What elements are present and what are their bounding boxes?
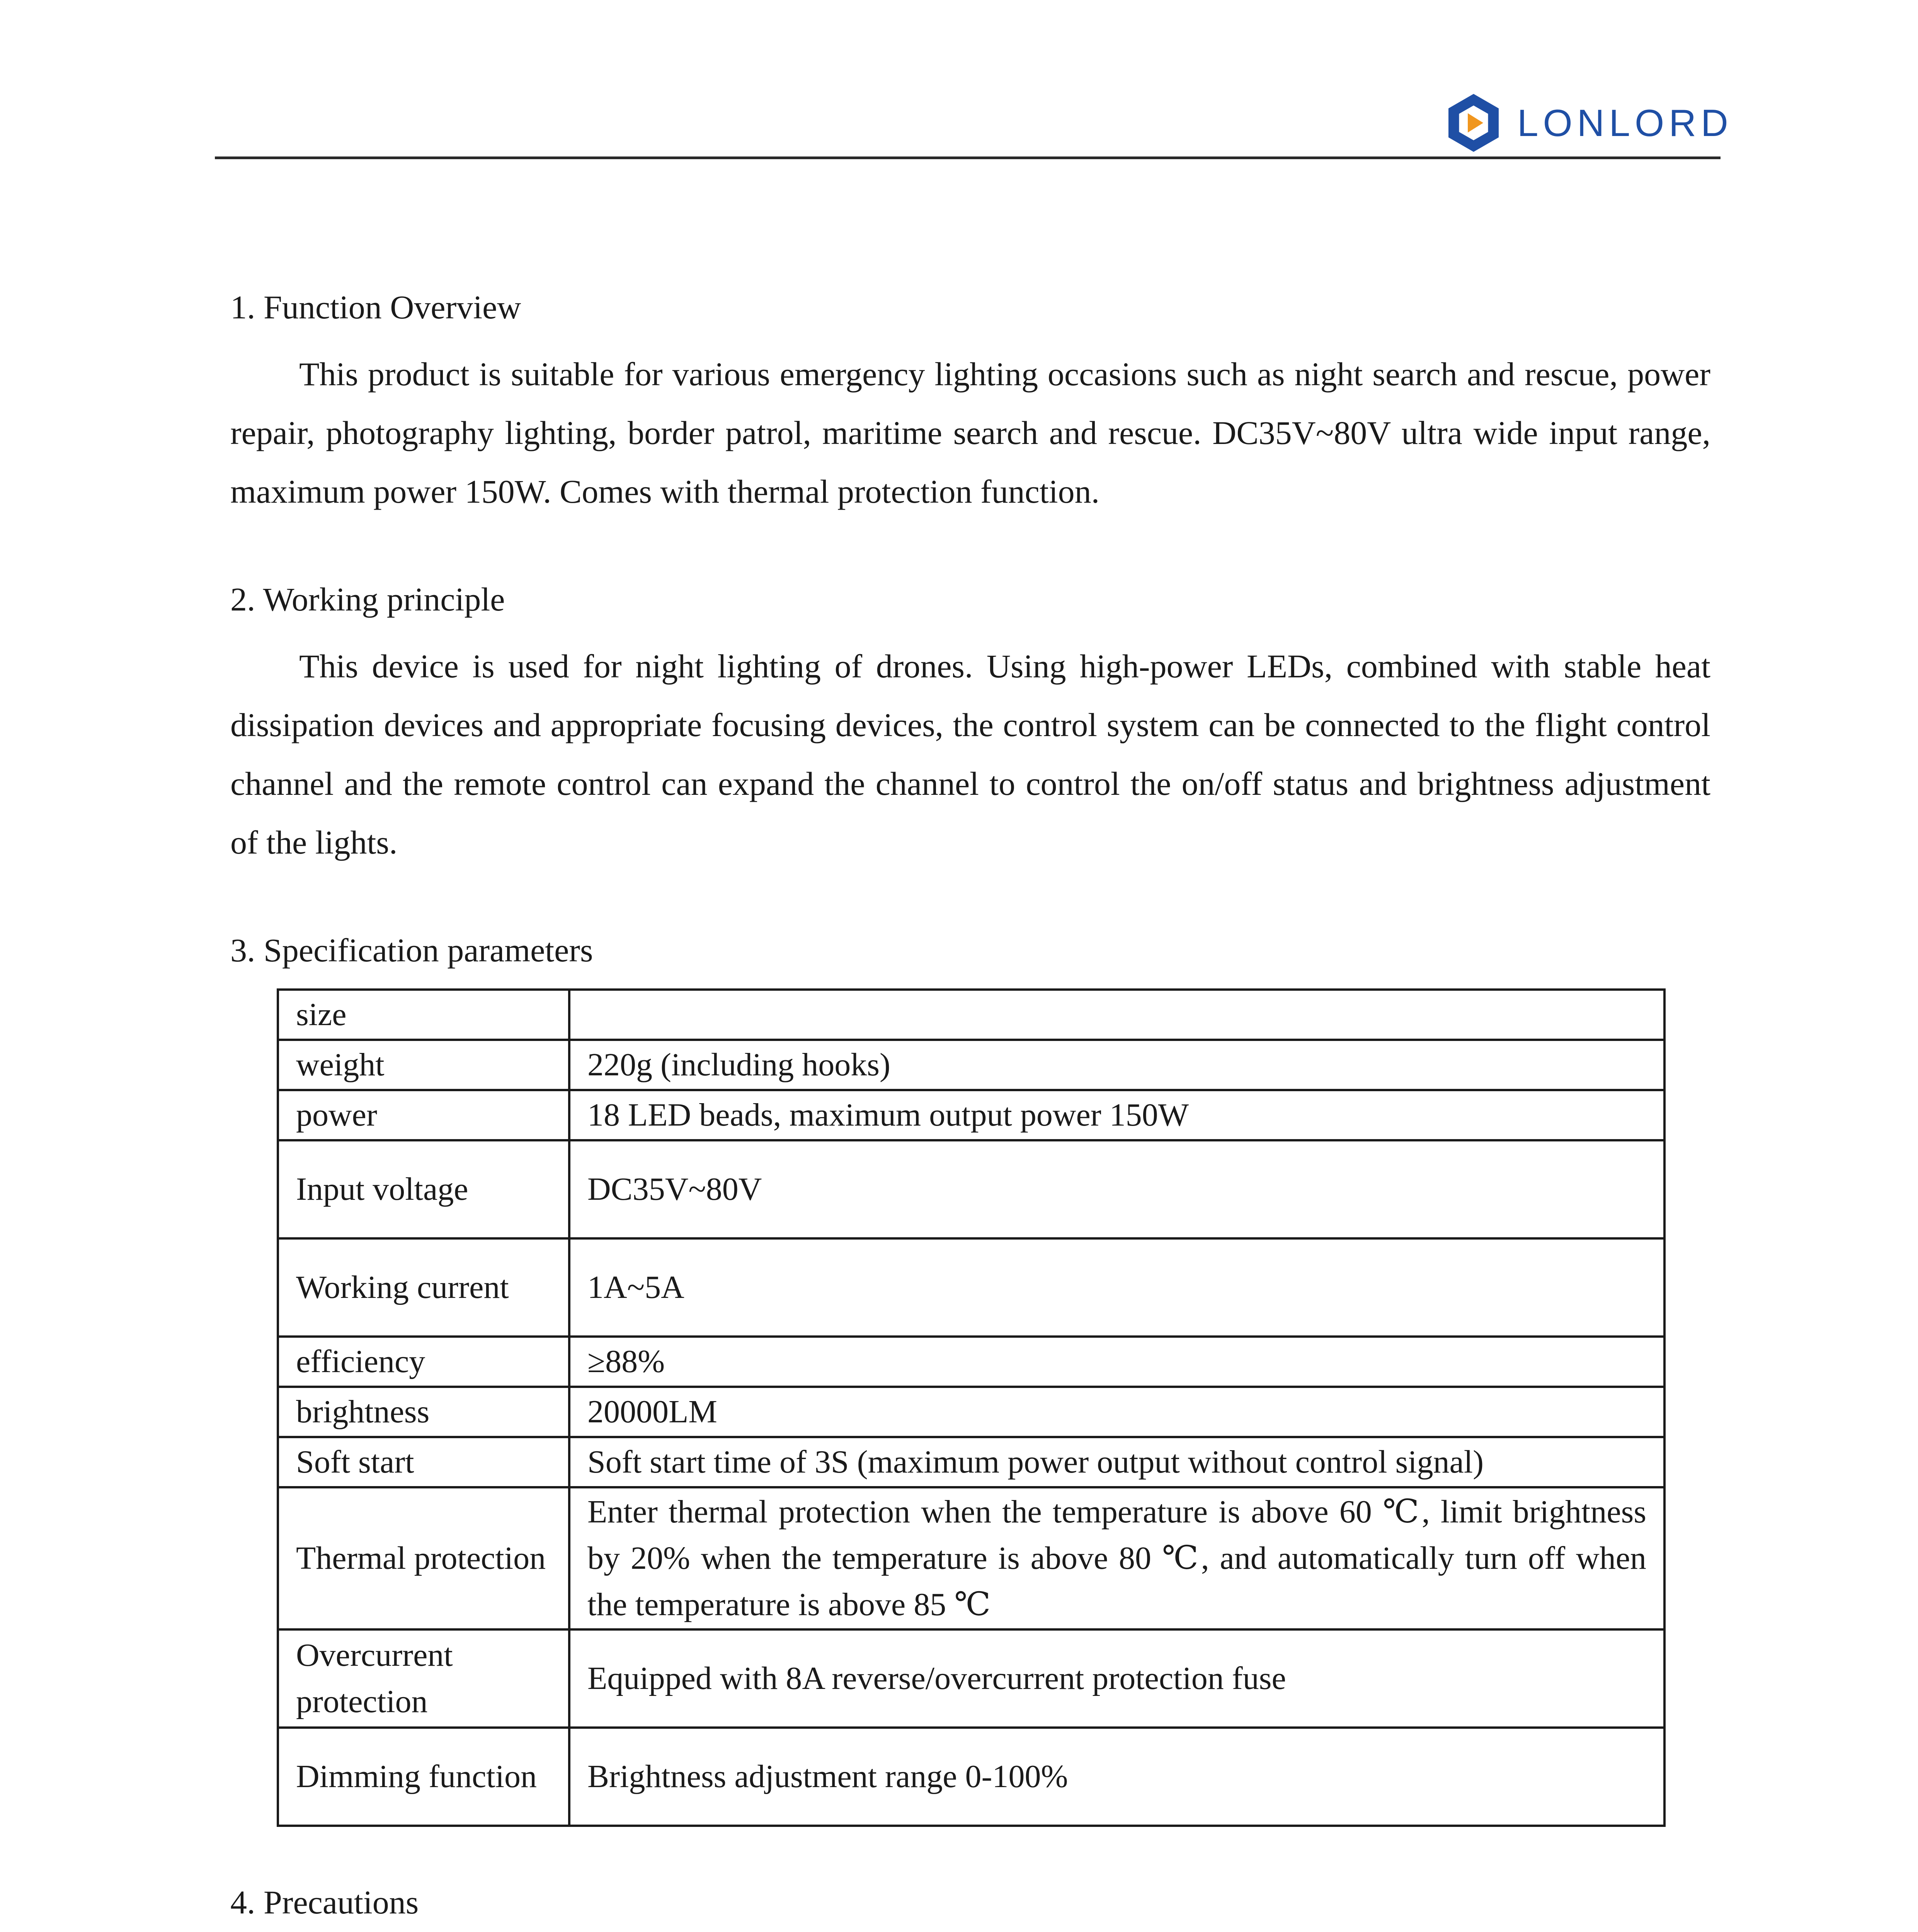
table-row [278, 1437, 1664, 1487]
spec-key: Overcurrent protection [278, 1629, 569, 1728]
table-row [278, 990, 1664, 1040]
spec-key: Thermal protection [278, 1487, 569, 1629]
spec-value: Brightness adjustment range 0-100% [569, 1728, 1664, 1826]
spec-value [569, 990, 1664, 1040]
overview-paragraph: This product is suitable for various emergency lighting occasions such as night search and rescue, power repair, photography lighting, border patrol, maritime search and rescue. DC35V~80V ultra wide input range, maximum power 150W. Comes with thermal protection function. [230, 355, 1710, 510]
spec-key: power [278, 1090, 569, 1140]
spec-value: Soft start time of 3S (maximum power output without control signal) [569, 1437, 1664, 1487]
section-heading-principle: 2. Working principle [230, 581, 505, 618]
spec-table [277, 988, 1666, 1827]
spec-key: size [278, 990, 569, 1040]
section-heading-overview: 1. Function Overview [230, 289, 521, 326]
document-body [230, 286, 1710, 1932]
lonlord-logo-icon [1445, 92, 1503, 154]
section-heading-precautions: 4. Precautions [230, 1884, 419, 1921]
spec-value: 220g (including hooks) [569, 1040, 1664, 1090]
spec-key: Dimming function [278, 1728, 569, 1826]
table-row [278, 1140, 1664, 1238]
table-row [278, 1337, 1664, 1387]
table-row [278, 1040, 1664, 1090]
table-row [278, 1487, 1664, 1629]
section-heading-spec: 3. Specification parameters [230, 932, 593, 969]
spec-value: Enter thermal protection when the temperature is above 60 ℃, limit brightness by 20% when the temperature is above 80 ℃, and automatically turn off when the temperature is above 85 ℃ [569, 1487, 1664, 1629]
table-row [278, 1629, 1664, 1728]
principle-paragraph: This device is used for night lighting of drones. Using high-power LEDs, combined with stable heat dissipation devices and appropriate focusing devices, the control system can be connected to the flight control channel and the remote control can expand the channel to control the on/off status and brightness adjustment of the lights. [230, 648, 1710, 861]
spec-value: ≥88% [569, 1337, 1664, 1387]
spec-key: brightness [278, 1387, 569, 1437]
spec-value: 1A~5A [569, 1238, 1664, 1337]
header-logo [1445, 92, 1733, 154]
table-row [278, 1090, 1664, 1140]
spec-key: weight [278, 1040, 569, 1090]
spec-key: efficiency [278, 1337, 569, 1387]
table-row [278, 1238, 1664, 1337]
header-divider [215, 156, 1721, 159]
spec-value: 20000LM [569, 1387, 1664, 1437]
spec-value: Equipped with 8A reverse/overcurrent protection fuse [569, 1629, 1664, 1728]
table-row [278, 1387, 1664, 1437]
spec-key: Soft start [278, 1437, 569, 1487]
spec-key: Input voltage [278, 1140, 569, 1238]
table-row [278, 1728, 1664, 1826]
spec-key: Working current [278, 1238, 569, 1337]
spec-value: DC35V~80V [569, 1140, 1664, 1238]
brand-name: LONLORD [1517, 101, 1733, 144]
spec-value: 18 LED beads, maximum output power 150W [569, 1090, 1664, 1140]
